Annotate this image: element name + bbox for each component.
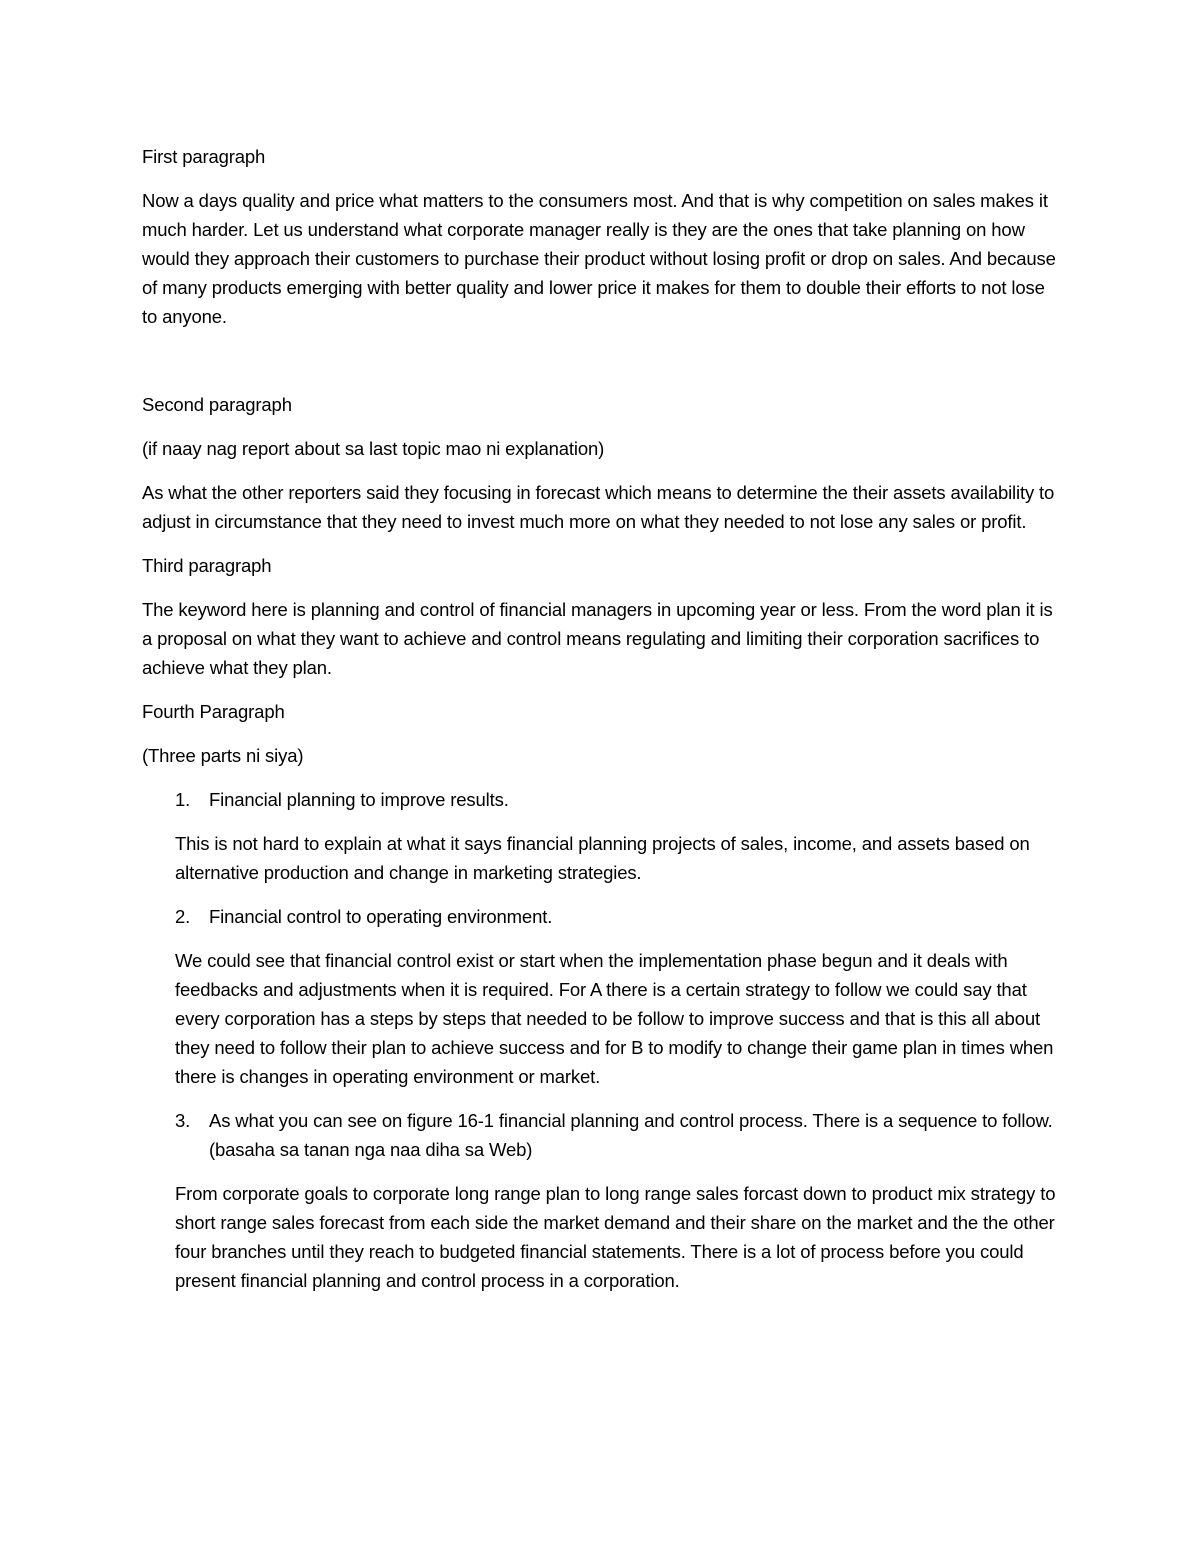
second-paragraph-note: (if naay nag report about sa last topic mao ni explanation) [142,438,605,459]
list-number: 3. [175,1110,191,1131]
first-paragraph-body: Now a days quality and price what matters to the consumers most. And that is why competition on sales makes it much harder. Let us understand what corporate manager really is they are the ones that take planning on how would they approach their customers to purchase their product without losing profit or drop on sales. And because of many products emerging with better quality and lower price it makes for them to double their efforts to not lose to anyone. [142,190,1056,327]
second-paragraph-body: As what the other reporters said they focusing in forecast which means to determine the their assets availability to adjust in circumstance that they need to invest much more on what they needed to not lose any sales or profit. [142,482,1055,532]
third-paragraph-body: The keyword here is planning and control of financial managers in upcoming year or less. From the word plan it is a proposal on what they want to achieve and control means regulating and limiting their corporation sacrifices to achieve what they plan. [142,599,1053,678]
fourth-paragraph-note: (Three parts ni siya) [142,745,304,766]
list-item-title: As what you can see on figure 16-1 financial planning and control process. There is a sequence to follow. (basaha sa tanan nga naa diha sa Web) [209,1110,1053,1160]
list-item-title: Financial control to operating environment. [209,906,553,927]
list-item [142,1106,1062,1164]
list-item-body: We could see that financial control exist or start when the implementation phase begun and it deals with feedbacks and adjustments when it is required. For A there is a certain strategy to follow we could say that every corporation has a steps by steps that needed to be follow to improve success and that is this all about they need to follow their plan to achieve success and for B to modify to change their game plan in times when there is changes in operating environment or market. [175,950,1054,1087]
list-number: 2. [175,906,191,927]
list-item [142,902,1062,931]
list-item-title: Financial planning to improve results. [209,789,509,810]
list-item-body: This is not hard to explain at what it says financial planning projects of sales, income, and assets based on alternative production and change in marketing strategies. [175,833,1030,883]
list-item [142,785,1062,814]
spacer [142,346,1062,390]
fourth-paragraph-heading: Fourth Paragraph [142,701,285,722]
list-item-body: From corporate goals to corporate long range plan to long range sales forcast down to product mix strategy to short range sales forecast from each side the market demand and their share on the market and the the other four branches until they reach to budgeted financial statements. There is a lot of process before you could present financial planning and control process in a corporation. [175,1183,1056,1291]
third-paragraph-heading: Third paragraph [142,555,272,576]
list-number: 1. [175,789,191,810]
second-paragraph-heading: Second paragraph [142,394,292,415]
first-paragraph-heading: First paragraph [142,146,266,167]
document-content [142,142,1062,1310]
